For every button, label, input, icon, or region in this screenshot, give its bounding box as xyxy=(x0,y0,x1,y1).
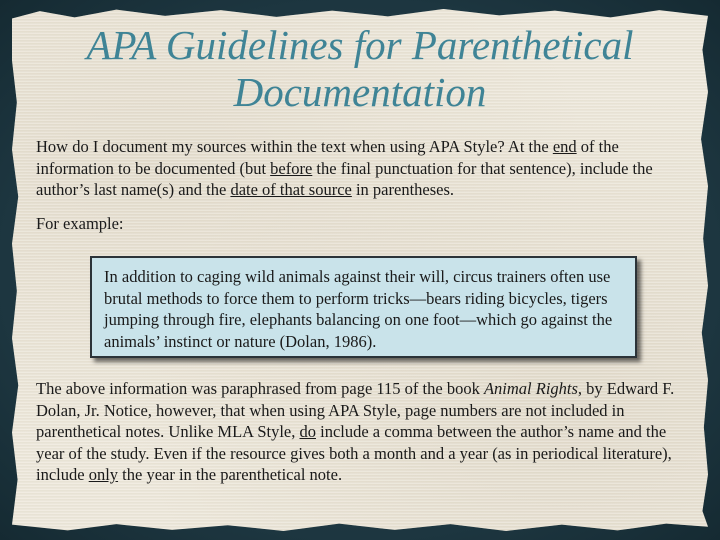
intro-text-3: the final punctuation for that sentence), include the author’s last name(s) and the xyxy=(36,158,653,199)
note-emphasis-only: only xyxy=(88,465,119,484)
example-label: For example: xyxy=(36,214,124,233)
intro-paragraph xyxy=(36,136,688,201)
note-text-4: the year in the parenthetical note. xyxy=(118,465,343,484)
note-text-3: include a comma between the author’s name and the year of the study. Even if the resource gives both a month and a year (as in periodical literature), include xyxy=(36,422,672,484)
intro-text-4: in parentheses. xyxy=(351,180,455,199)
intro-emphasis-before: before xyxy=(270,158,313,178)
note-text-1: The above information was paraphrased from page 115 of the book xyxy=(36,379,484,398)
note-paragraph xyxy=(36,378,688,486)
intro-text-2: of the information to be documented (but xyxy=(36,137,619,178)
example-quote-text: In addition to caging wild animals against their will, circus trainers often use brutal methods to force them to perform tricks—bears riding bicycles, tigers jumping through fire, elephants balancing on one foot—which go against the animals’ instinct or nature (Dolan, 1986). xyxy=(104,267,613,351)
intro-emphasis-end: end xyxy=(552,137,577,156)
page-title: APA Guidelines for Parenthetical Documentation xyxy=(86,22,634,115)
example-quote-box xyxy=(90,256,637,358)
note-text-2: , by Edward F. Dolan, Jr. Notice, however, that when using APA Style, page numbers are not included in parenthetical notes. Unlike MLA Style, xyxy=(36,379,675,441)
note-emphasis-do: do xyxy=(299,422,316,441)
note-book-title: Animal Rights xyxy=(483,379,578,398)
intro-emphasis-date: date of that source xyxy=(230,180,352,199)
intro-text-1: How do I document my sources within the text when using APA Style? At the xyxy=(36,137,553,156)
